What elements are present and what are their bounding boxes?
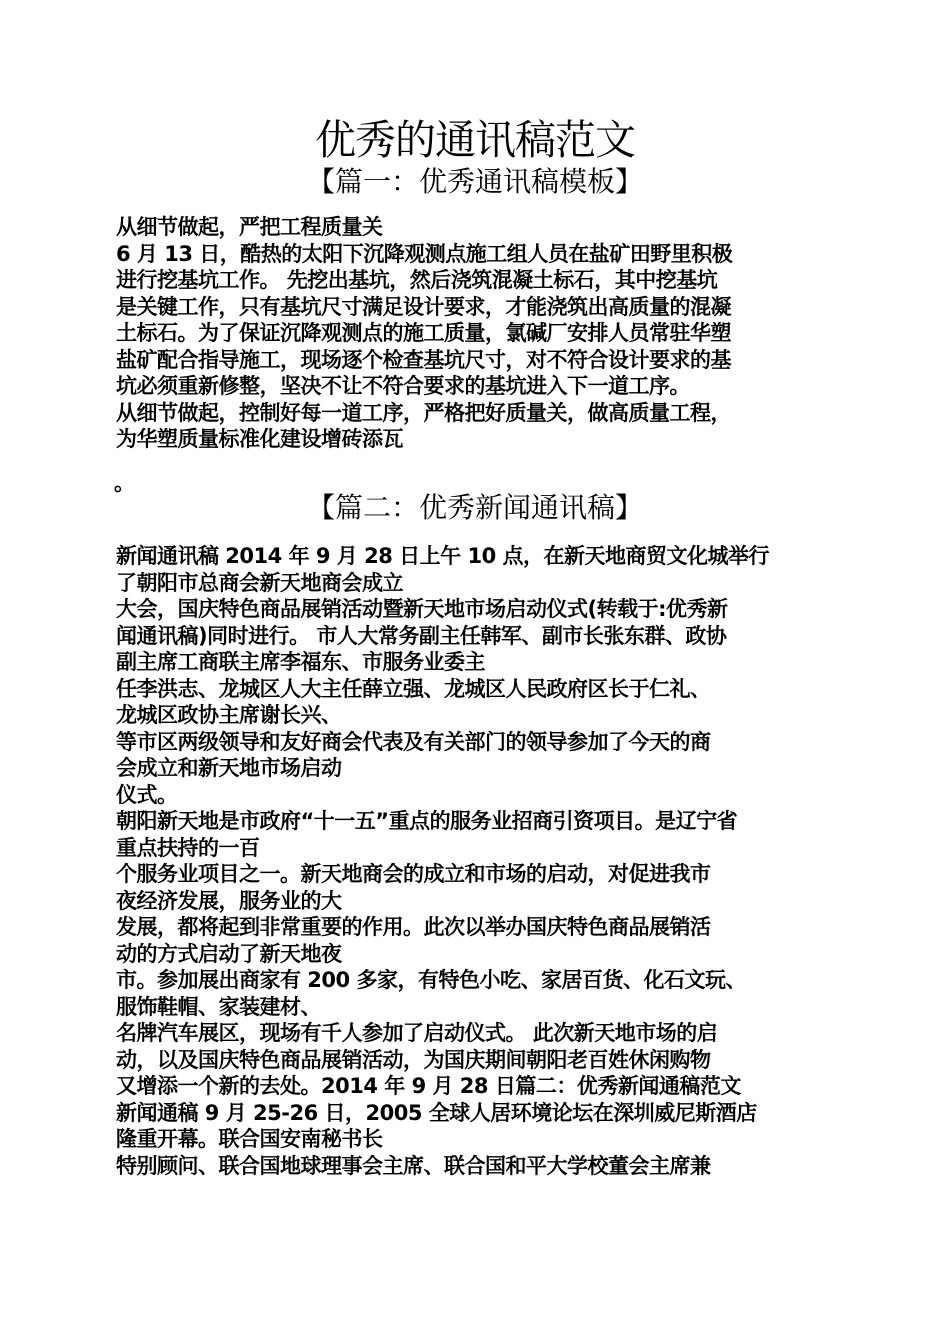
paragraph-line: 新闻通稿 9 月 25-26 日，2005 全球人居环境论坛在深圳威尼斯酒店 xyxy=(116,1100,757,1125)
trailing-period: 。 xyxy=(114,471,135,495)
paragraph-line: 发展，都将起到非常重要的作用。此次以举办国庆特色商品展销活 xyxy=(116,915,711,939)
paragraph-line: 市。参加展出商家有 200 多家，有特色小吃、家居百货、化石文玩、 xyxy=(116,968,746,992)
paragraph-line: 闻通讯稿)同时进行。 市人大常务副主任韩军、副市长张东群、政协 xyxy=(116,623,727,648)
paragraph-line: 重点扶持的一百 xyxy=(116,835,260,860)
paragraph-line: 大会，国庆特色商品展销活动暨新天地市场启动仪式(转载于:优秀新 xyxy=(116,597,728,621)
document-title: 优秀的通讯稿范文 xyxy=(315,116,635,164)
paragraph-line: 任李洪志、龙城区人大主任薛立强、龙城区人民政府区长于仁礼、 xyxy=(116,676,711,701)
paragraph-line: 从细节做起，控制好每一道工序，严格把好质量关，做高质量工程， xyxy=(116,400,731,425)
section-heading-1: 【篇一：优秀通讯稿模板】 xyxy=(306,165,643,198)
paragraph-line: 新闻通讯稿 2014 年 9 月 28 日上午 10 点，在新天地商贸文化城举行 xyxy=(116,544,769,568)
paragraph-line: 坑必须重新修整，坚决不让不符合要求的基坑进入下一道工序。 xyxy=(116,374,690,398)
paragraph-line: 为华塑质量标准化建设增砖添瓦 xyxy=(116,427,403,451)
paragraph-line: 会成立和新天地市场启动 xyxy=(116,756,342,780)
paragraph-line: 6 月 13 日，酷热的太阳下沉降观测点施工组人员在盐矿田野里积极 xyxy=(116,241,733,266)
paragraph-line: 是关键工作，只有基坑尺寸满足设计要求，才能浇筑出高质量的混凝 xyxy=(116,294,731,319)
paragraph-line: 从细节做起，严把工程质量关 xyxy=(116,215,383,239)
paragraph-line: 特别顾问、联合国地球理事会主席、联合国和平大学校董会主席兼 xyxy=(116,1153,711,1178)
paragraph-line: 仪式。 xyxy=(116,782,178,807)
paragraph-line: 朝阳新天地是市政府“十一五”重点的服务业招商引资项目。是辽宁省 xyxy=(116,809,738,833)
paragraph-line: 隆重开幕。联合国安南秘书长 xyxy=(116,1127,383,1151)
paragraph-line: 龙城区政协主席谢长兴、 xyxy=(116,703,342,727)
paragraph-line: 土标石。为了保证沉降观测点的施工质量，氯碱厂安排人员常驻华塑 xyxy=(116,321,731,345)
section-heading-2: 【篇二：优秀新闻通讯稿】 xyxy=(306,491,643,524)
paragraph-line: 动的方式启动了新天地夜 xyxy=(116,941,342,966)
paragraph-line: 动，以及国庆特色商品展销活动，为国庆期间朝阳老百姓休闲购物 xyxy=(116,1047,711,1072)
paragraph-line: 了朝阳市总商会新天地商会成立 xyxy=(116,570,403,595)
paragraph-line: 又增添一个新的去处。2014 年 9 月 28 日篇二：优秀新闻通稿范文 xyxy=(116,1074,741,1098)
paragraph-line: 个服务业项目之一。新天地商会的成立和市场的启动，对促进我市 xyxy=(116,862,711,886)
paragraph-line: 等市区两级领导和友好商会代表及有关部门的领导参加了今天的商 xyxy=(116,729,711,754)
section-2-body xyxy=(116,543,836,1179)
paragraph-line: 名牌汽车展区，现场有千人参加了启动仪式。 此次新天地市场的启 xyxy=(116,1021,718,1045)
section-1-body xyxy=(116,214,836,453)
paragraph-line: 副主席工商联主席李福东、市服务业委主 xyxy=(116,650,485,674)
paragraph-line: 进行挖基坑工作。 先挖出基坑，然后浇筑混凝土标石，其中挖基坑 xyxy=(116,268,718,292)
paragraph-line: 夜经济发展，服务业的大 xyxy=(116,888,342,913)
paragraph-line: 服饰鞋帽、家装建材、 xyxy=(116,994,321,1019)
paragraph-line: 盐矿配合指导施工，现场逐个检查基坑尺寸，对不符合设计要求的基 xyxy=(116,347,731,372)
